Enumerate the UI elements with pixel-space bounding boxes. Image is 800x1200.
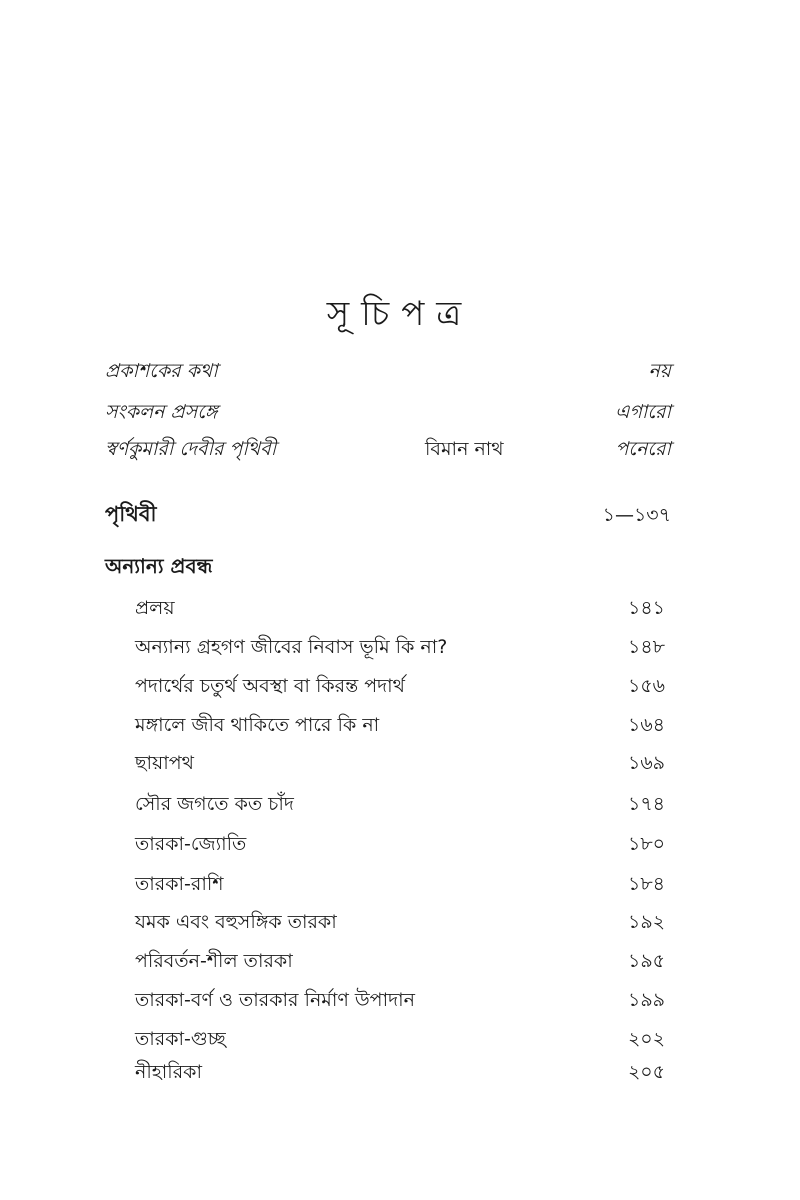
toc-page-number: ১৮৪	[628, 873, 665, 895]
toc-entry	[135, 711, 665, 743]
toc-page-number: ১৪৮	[628, 636, 665, 658]
toc-entry	[135, 986, 665, 1018]
toc-page-number: ১৯২	[627, 911, 665, 933]
section-heading	[105, 552, 671, 585]
toc-entry	[135, 1058, 665, 1090]
toc-title: সৌর জগতে কত চাঁদ	[135, 793, 294, 815]
toc-entry	[135, 908, 665, 940]
toc-page-number: নয়	[648, 360, 671, 382]
toc-page-number: ১৮০	[627, 833, 665, 855]
toc-entry	[135, 870, 665, 902]
page-title: সূচিপত্র	[326, 294, 474, 334]
toc-author: বিমান নাথ	[425, 438, 504, 460]
toc-title: নীহারিকা	[135, 1061, 202, 1083]
toc-entry	[135, 633, 665, 665]
toc-title: তারকা-রাশি	[135, 873, 224, 895]
toc-title: তারকা-বর্ণ ও তারকার নির্মাণ উপাদান	[135, 989, 415, 1011]
toc-entry	[135, 672, 665, 704]
toc-entry	[135, 830, 665, 862]
toc-title: পরিবর্তন-শীল তারকা	[135, 950, 293, 972]
toc-entry	[135, 790, 665, 822]
toc-title: প্রলয়	[135, 597, 175, 619]
toc-entry	[135, 947, 665, 979]
toc-page-number: এগারো	[614, 401, 671, 423]
toc-title: যমক এবং বহুসঙ্গিক তারকা	[135, 911, 337, 933]
toc-title: মঙ্গালে জীব থাকিতে পারে কি না	[135, 714, 380, 736]
toc-page-number: ১৬৪	[627, 714, 665, 736]
toc-title: ছায়াপথ	[135, 752, 194, 774]
toc-page-number: ১৬৯	[627, 752, 665, 774]
toc-title: অন্যান্য গ্রহগণ জীবের নিবাস ভূমি কি না?	[135, 636, 448, 658]
toc-entry	[135, 749, 665, 781]
toc-page-number: ১৫৬	[627, 675, 665, 697]
toc-title: পদার্থের চতুর্থ অবস্থা বা কিরন্ত পদার্থ	[135, 675, 405, 697]
toc-page-number: পনেরো	[615, 438, 671, 460]
section-title: অন্যান্য প্রবন্ধ	[105, 554, 213, 578]
toc-page-number: ১৭৪	[627, 793, 665, 815]
toc-front-row	[105, 357, 671, 389]
toc-page-number: ১৪১	[628, 597, 665, 619]
toc-title: তারকা-গুচ্ছ	[135, 1028, 226, 1050]
toc-page-number: ১—১৩৭	[602, 504, 671, 526]
toc-front-row	[105, 435, 671, 467]
toc-title: পৃথিবী	[105, 502, 157, 526]
toc-entry	[135, 594, 665, 626]
toc-title: তারকা-জ্যোতি	[135, 833, 247, 855]
toc-page-number: ১৯৫	[628, 950, 665, 972]
toc-title: সংকলন প্রসঙ্গে	[105, 401, 218, 423]
toc-main-row	[105, 498, 671, 533]
toc-title: প্রকাশকের কথা	[105, 360, 218, 382]
toc-page-number: ১৯৯	[628, 989, 665, 1011]
toc-front-row	[105, 398, 671, 430]
toc-entry	[135, 1025, 665, 1057]
toc-page-number: ২০৫	[627, 1061, 665, 1083]
toc-page-number: ২০২	[627, 1028, 665, 1050]
toc-title: স্বর্ণকুমারী দেবীর পৃথিবী	[105, 438, 277, 460]
